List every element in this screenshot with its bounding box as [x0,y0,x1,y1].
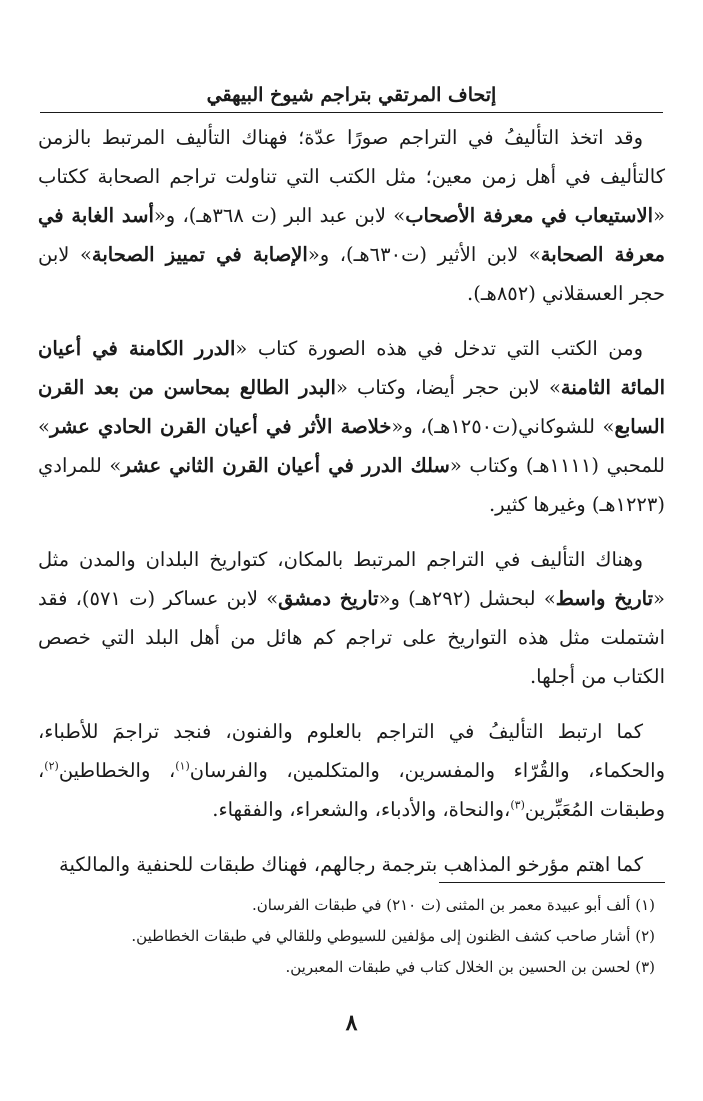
book-title: خلاصة الأثر في أعيان القرن الحادي عشر [49,415,392,438]
book-title: تاريخ دمشق [278,587,379,610]
text-run: » للمرادي (١٢٢٣هـ) وغيرها كثير. [38,454,665,516]
paragraph [38,540,665,696]
text-run: » لابن عساكر (ت ٥٧١)، فقد اشتملت مثل هذه التواريخ على تراجم كم هائل من أهل البلد التي خصص الكتاب من أجلها. [38,587,665,688]
book-title: سلك الدرر في أعيان القرن الثاني عشر [121,454,450,477]
text-run: » لابن حجر العسقلاني (٨٥٢هـ). [38,243,665,305]
text-run: » للمحبي (١١١١هـ) وكتاب « [38,415,665,477]
book-title: أسد الغابة في معرفة الصحابة [38,204,665,266]
paragraph [38,845,665,884]
text-run: وهناك التأليف في التراجم المرتبط بالمكان، كتواريخ البلدان والمدن مثل « [38,548,665,610]
book-title: تاريخ واسط [555,587,654,610]
body-text [38,118,665,900]
text-run: كما اهتم مؤرخو المذاهب بترجمة رجالهم، فهناك طبقات للحنفية والمالكية [59,853,643,876]
book-title: الاستيعاب في معرفة الأصحاب [405,204,654,227]
text-run: وقد اتخذ التأليفُ في التراجم صورًا عدّة؛ فهناك التأليف المرتبط بالزمن كالتأليف في أهل زمن معين؛ مثل الكتب التي تناولت تراجم الصحابة ككتاب « [38,126,665,227]
text-run: ، والخطاطين [58,759,176,782]
book-title: الدرر الكامنة في أعيان المائة الثامنة [38,337,666,399]
footnote-reference: (٢) [44,759,59,773]
running-header-title: إتحاف المرتقي بتراجم شيوخ البيهقي [206,84,497,106]
text-run: » لابن عبد البر (ت ٣٦٨هـ)، و« [153,204,406,227]
book-title: الإصابة في تمييز الصحابة [91,243,308,266]
text-run: » لابن حجر أيضا، وكتاب « [335,376,561,399]
text-run: ،والنحاة، والأدباء، والشعراء، والفقهاء. [212,798,511,821]
text-run: كما ارتبط التأليفُ في التراجم بالعلوم والفنون، فنجد تراجمَ للأطباء، والحكماء، والقُرّاء والمفسرين، والمتكلمين، والفرسان [38,720,665,782]
footnote: (٢) أشار صاحب كشف الظنون إلى مؤلفين للسيوطي وللقالي في طبقات الخطاطين. [131,927,655,945]
text-run: » للشوكاني(ت١٢٥٠هـ)، و« [391,415,615,438]
page-number: ٨ [345,1010,358,1036]
text-run: ، وطبقات المُعَبِّرين [38,759,665,821]
paragraph [38,118,665,313]
text-run: » لابن الأثير (ت٦٣٠هـ)، و« [307,243,541,266]
book-title: البدر الطالع بمحاسن من بعد القرن السابع [38,376,665,438]
paragraph [38,712,665,829]
footnote: (٣) لحسن بن الحسين بن الخلال كتاب في طبقات المعبرين. [285,958,655,976]
header-divider [40,112,663,113]
text-run: ومن الكتب التي تدخل في هذه الصورة كتاب « [235,337,644,360]
paragraph [38,329,665,524]
footnote: (١) ألف أبو عبيدة معمر بن المثنى (ت ٢١٠) في طبقات الفرسان. [251,896,655,914]
text-run: » لبحشل (٢٩٢هـ) و« [378,587,556,610]
footnote-reference: (١) [175,759,190,773]
footnote-reference: (٣) [510,798,525,812]
footnotes [38,890,665,983]
footnote-divider [439,882,665,883]
